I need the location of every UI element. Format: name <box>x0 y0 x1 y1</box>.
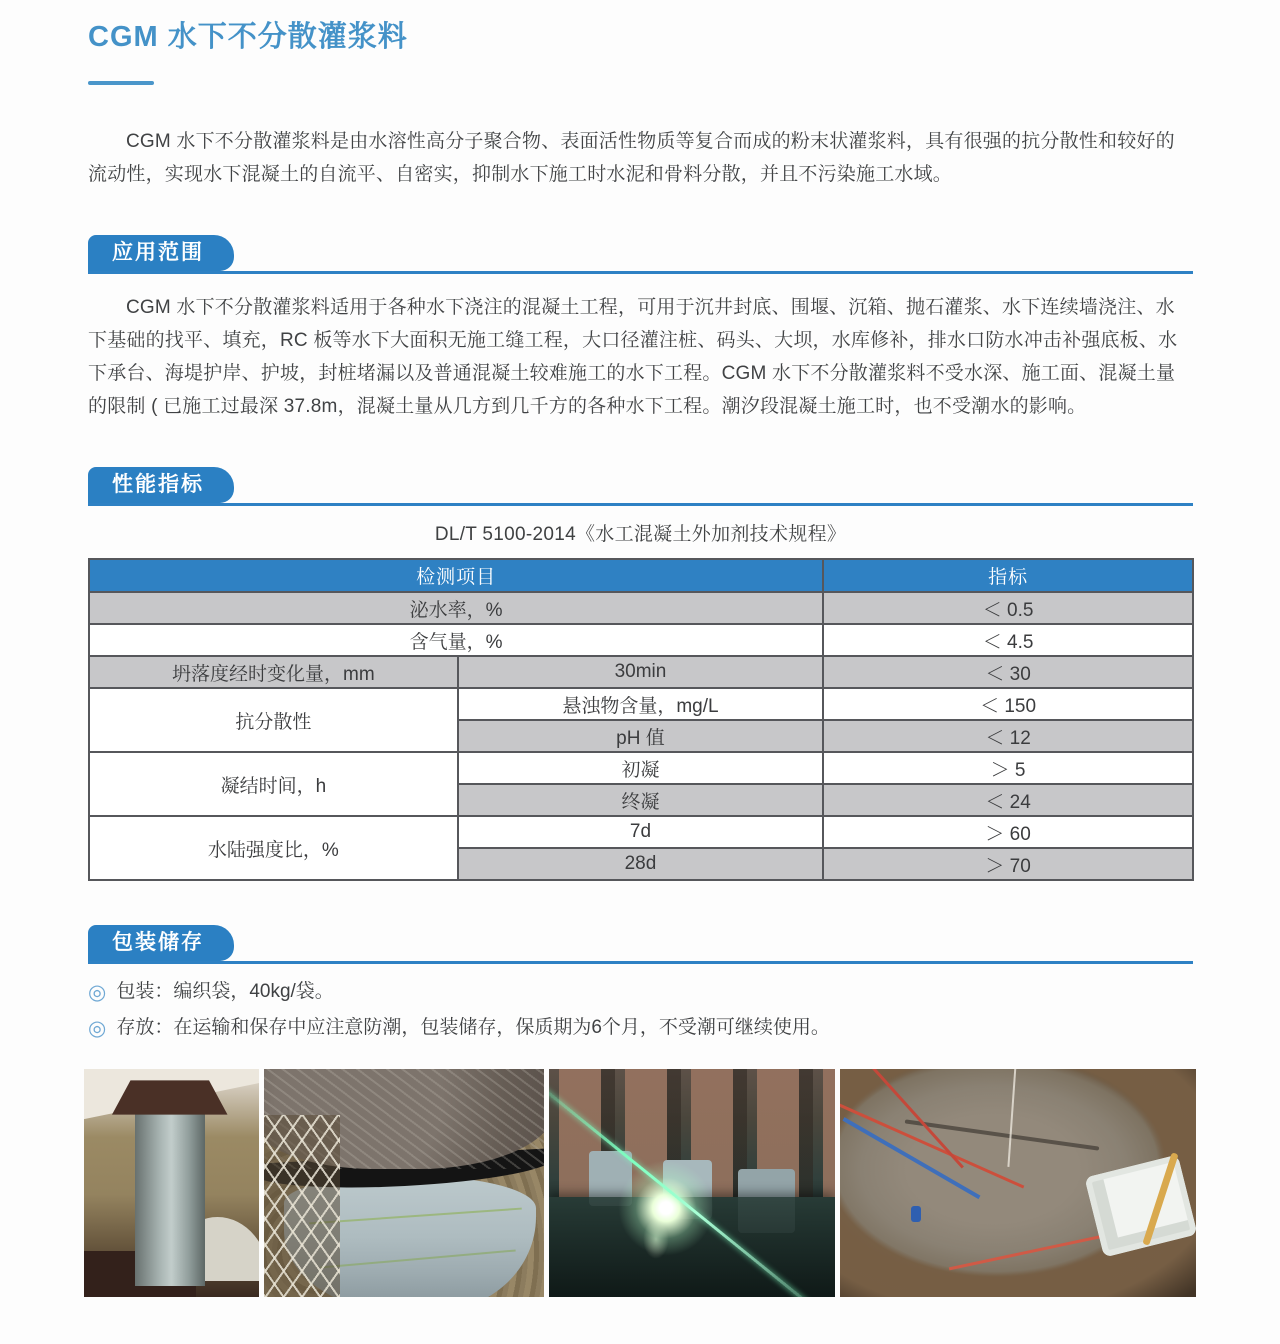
header-cell-index: 指标 <box>823 559 1193 592</box>
ring-bullet-icon: ◎ <box>88 980 107 1004</box>
table-header-row <box>89 559 1193 592</box>
cell-bleeding-name: 泌水率，% <box>89 592 823 624</box>
page-title: CGM 水下不分散灌浆料 <box>88 21 408 53</box>
packaging-item-text: 包装：编织袋，40kg/袋。 <box>116 981 334 1002</box>
cell-slump-name: 坍落度经时变化量，mm <box>89 656 458 688</box>
cell-setting-sub2: 终凝 <box>458 784 823 816</box>
cell-strength-value2: ＞ 70 <box>823 848 1193 880</box>
cell-setting-sub1: 初凝 <box>458 752 823 784</box>
application-paragraph: CGM 水下不分散灌浆料适用于各种水下浇注的混凝土工程，可用于沉井封底、围堰、沉箱、抛石灌浆、水下连续墙浇注、水下基础的找平、填充，RC 板等水下大面积无施工缝工程，大口径灌注桩、码头、大坝，水库修补，排水口防水冲击补强底板、水下承台、海堤护岸、护坡，封桩堵漏以及普通混凝土较难施工的水下工程。CGM 水下不分散灌浆料不受水深、施工面、混凝土量的限制 ( 已施工过最深 37.8m，混凝土量从几方到几千方的各种水下工程。潮汐段混凝土施工时，也不受潮水的影响。 <box>88 297 1178 417</box>
section-application-header <box>88 235 1193 274</box>
photo-caisson-topview <box>840 1069 1196 1297</box>
cell-dispersion-sub1: 悬浊物含量，mg/L <box>458 688 823 720</box>
photo-night-piers-water <box>549 1069 835 1297</box>
list-item <box>88 1013 1193 1043</box>
cell-air-value: ＜ 4.5 <box>823 624 1193 656</box>
photo-detail <box>264 1115 340 1297</box>
section-performance-header <box>88 467 1193 506</box>
cell-air-name: 含气量，% <box>89 624 823 656</box>
table-row <box>89 624 1193 656</box>
application-badge: 应用范围 <box>88 235 234 271</box>
section-packaging-header <box>88 925 1193 964</box>
table-row <box>89 592 1193 624</box>
table-row <box>89 752 1193 784</box>
header-cell-item: 检测项目 <box>89 559 823 592</box>
project-photo-strip <box>84 1069 1196 1297</box>
photo-pile-jacket-closeup <box>264 1069 544 1297</box>
title-underline <box>88 81 154 85</box>
cell-setting-value2: ＜ 24 <box>823 784 1193 816</box>
photo-pier-column <box>84 1069 259 1297</box>
cell-bleeding-value: ＜ 0.5 <box>823 592 1193 624</box>
photo-detail <box>911 1206 921 1222</box>
cell-dispersion-value2: ＜ 12 <box>823 720 1193 752</box>
cell-setting-value1: ＞ 5 <box>823 752 1193 784</box>
performance-table <box>88 558 1194 881</box>
photo-detail <box>618 1160 714 1256</box>
packaging-item-text: 存放：在运输和保存中应注意防潮，包装储存，保质期为6个月，不受潮可继续使用。 <box>116 1017 830 1038</box>
photo-detail <box>135 1112 205 1285</box>
ring-bullet-icon: ◎ <box>88 1016 107 1040</box>
standard-reference: DL/T 5100-2014《水工混凝土外加剂技术规程》 <box>434 524 847 545</box>
packaging-badge: 包装储存 <box>88 925 234 961</box>
cell-slump-value: ＜ 30 <box>823 656 1193 688</box>
cell-strength-sub2: 28d <box>458 848 823 880</box>
cell-strength-name: 水陆强度比，% <box>89 816 458 880</box>
packaging-list <box>88 977 1193 1043</box>
list-item <box>88 977 1193 1007</box>
performance-badge: 性能指标 <box>88 467 234 503</box>
cell-setting-name: 凝结时间，h <box>89 752 458 816</box>
intro-paragraph: CGM 水下不分散灌浆料是由水溶性高分子聚合物、表面活性物质等复合而成的粉末状灌浆料，具有很强的抗分散性和较好的流动性，实现水下混凝土的自流平、自密实，抑制水下施工时水泥和骨料分散，并且不污染施工水域。 <box>88 131 1175 185</box>
cell-dispersion-sub2: pH 值 <box>458 720 823 752</box>
table-row <box>89 688 1193 720</box>
cell-slump-sub: 30min <box>458 656 823 688</box>
photo-detail <box>112 1080 228 1114</box>
cell-dispersion-name: 抗分散性 <box>89 688 458 752</box>
table-row <box>89 656 1193 688</box>
cell-dispersion-value1: ＜ 150 <box>823 688 1193 720</box>
table-row <box>89 816 1193 848</box>
cell-strength-sub1: 7d <box>458 816 823 848</box>
cell-strength-value1: ＞ 60 <box>823 816 1193 848</box>
